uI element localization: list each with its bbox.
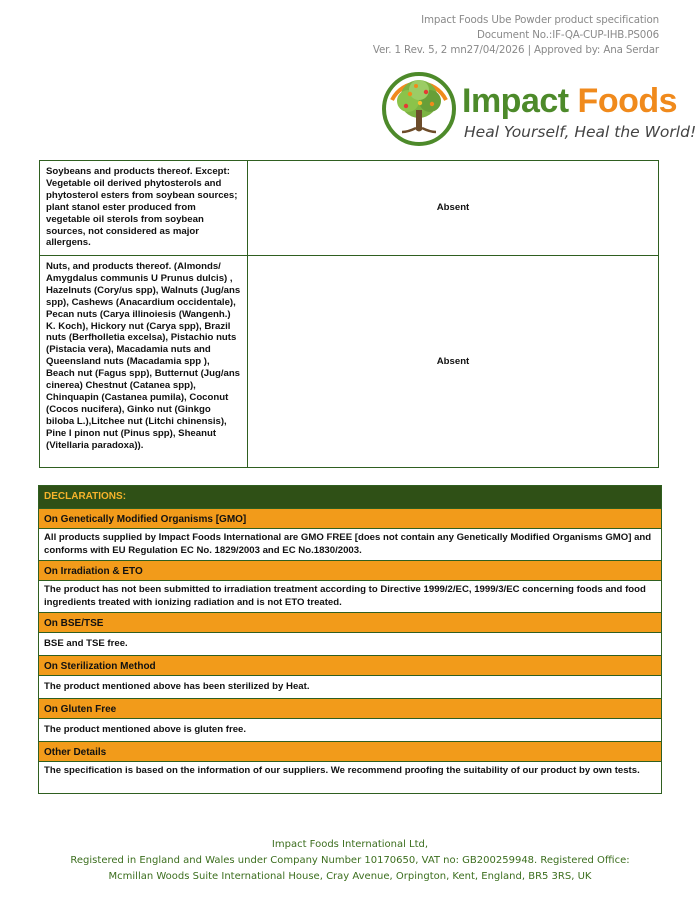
- allergen-value: Absent: [248, 256, 659, 468]
- footer-registration: Registered in England and Wales under Company Number 10170650, VAT no: GB200259948. Registered Office:: [70, 855, 630, 866]
- section-heading-gluten: On Gluten Free: [39, 698, 661, 719]
- footer-company: Impact Foods International Ltd,: [271, 839, 429, 850]
- section-heading-sterilization: On Sterilization Method: [39, 655, 661, 676]
- page-footer: [0, 837, 700, 885]
- allergen-name: Soybeans and products thereof. Except: Vegetable oil derived phytosterols and phytosterol esters from soybean sources; plant stanol ester produced from vegetable oil sterols from soybean sources, not considered as major allergens.: [40, 161, 248, 256]
- section-heading-bse: On BSE/TSE: [39, 612, 661, 633]
- tree-icon: [380, 70, 458, 148]
- section-body-other: The specification is based on the information of our suppliers. We recommend proofing the suitability of our product by own tests.: [44, 765, 640, 776]
- allergen-value: Absent: [248, 161, 659, 256]
- brand-name-part2: Foods: [577, 82, 678, 120]
- table-row: [40, 256, 659, 468]
- document-header: [373, 13, 659, 58]
- section-body-bse: BSE and TSE free.: [44, 638, 128, 649]
- table-row: [40, 161, 659, 256]
- brand-name: [462, 82, 677, 121]
- version-info: Ver. 1 Rev. 5, 2 mn27/04/2026 | Approved by: Ana Serdar: [372, 44, 659, 56]
- footer-address: Mcmillan Woods Suite International House, Cray Avenue, Orpington, Kent, England, BR5 3RS, UK: [108, 871, 592, 882]
- section-heading-other: Other Details: [39, 741, 661, 762]
- section-body-sterilization: The product mentioned above has been sterilized by Heat.: [44, 681, 310, 692]
- allergen-name: Nuts, and products thereof. (Almonds/ Amygdalus communis U Prunus dulcis) , Hazelnuts (Cory/us spp), Walnuts (Jug/ans spp), Cashews (Anacardium occidentale), Pecan nuts (Carya illinoiesis (Wangenh.) K. Koch), Hickory nut (Carya spp), Brazil nuts (Berfholletia excelsa), Pistachio nuts (Pistacia vera), Macadamia nuts and Queensland nuts (Macadamia spp ), Beach nut (Fagus spp), Butternut (Jug/ans cinerea) Chestnut (Catanea spp), Chinquapin (Castanea pumila), Coconut (Cocos nucifera), Ginko nut (Ginkgo biloba L.),Litchee nut (Litchi chinensis), Pine I pinon nut (Pinus spp), Sheanut (Vitellaria paradoxa)).: [40, 256, 248, 468]
- section-heading-irradiation: On Irradiation & ETO: [39, 560, 661, 581]
- declarations-title: DECLARATIONS:: [39, 486, 661, 508]
- document-number: Document No.:IF-QA-CUP-IHB.PS006: [476, 29, 659, 41]
- spec-title: Impact Foods Ube Powder product specification: [421, 14, 659, 26]
- section-body-irradiation: The product has not been submitted to irradiation treatment according to Directive 1999/2/EC, 1999/3/EC concerning foods and food ingredients treated with ionizing radiation and is not ETO treated.: [44, 584, 646, 608]
- tagline: Heal Yourself, Heal the World!: [464, 123, 697, 141]
- allergen-table: [39, 160, 659, 468]
- company-logo: [380, 70, 697, 150]
- section-body-gmo: All products supplied by Impact Foods International are GMO FREE [does not contain any Genetically Modified Organisms GMO] and conforms with EU Regulation EC No. 1829/2003 and EC No.1830/2003.: [44, 532, 652, 556]
- section-heading-gmo: On Genetically Modified Organisms [GMO]: [39, 508, 661, 529]
- section-body-gluten: The product mentioned above is gluten free.: [44, 724, 247, 735]
- brand-name-part1: Impact: [462, 82, 578, 120]
- declarations-box: [38, 485, 662, 794]
